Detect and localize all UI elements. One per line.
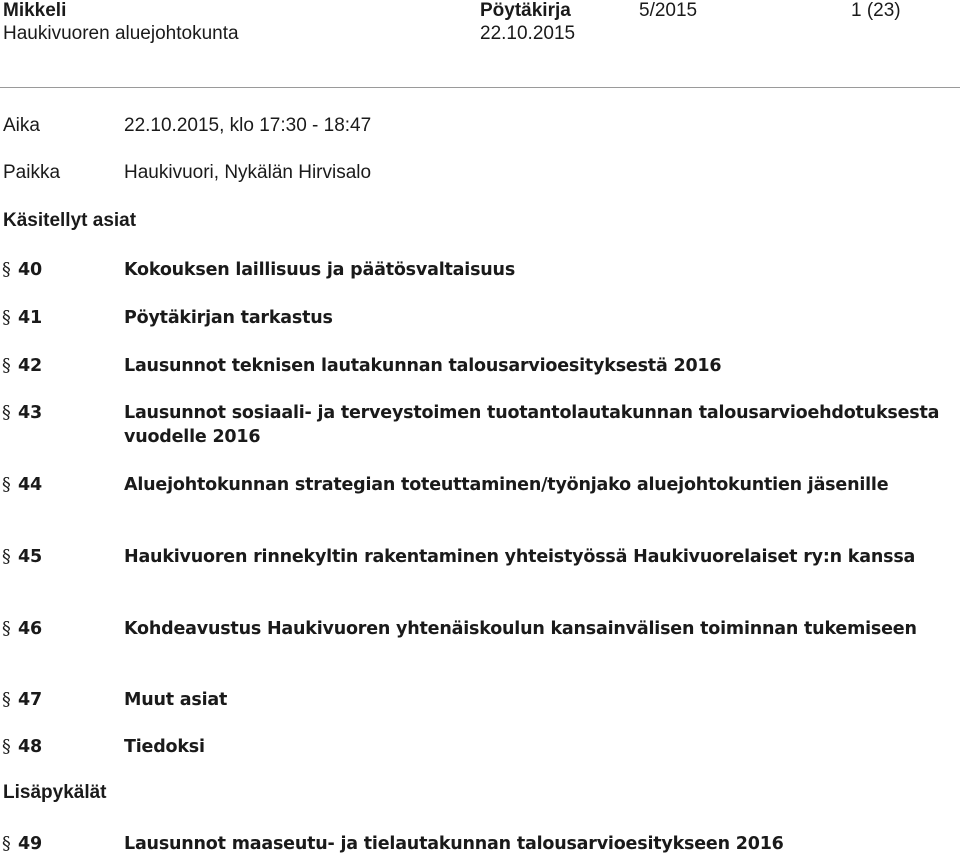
paragraph-symbol: §	[2, 619, 11, 639]
doc-number: 5/2015	[639, 0, 698, 21]
paragraph-symbol: §	[2, 690, 11, 710]
handled-items-title: Käsitellyt asiat	[3, 210, 137, 231]
agenda-item-title: Tiedoksi	[124, 737, 205, 757]
agenda-item-title: Aluejohtokunnan strategian toteuttaminen/työnjako aluejohtokuntien jäsenille	[124, 475, 889, 495]
agenda-item-title: Kokouksen laillisuus ja päätösvaltaisuus	[124, 260, 516, 280]
paragraph-symbol: §	[2, 403, 11, 423]
paragraph-symbol: §	[2, 308, 11, 328]
body-name: Haukivuoren aluejohtokunta	[3, 23, 239, 44]
agenda-item-title: Lausunnot teknisen lautakunnan talousarvioesityksestä 2016	[124, 356, 722, 376]
document-header	[0, 0, 960, 50]
time-label: Aika	[3, 115, 40, 136]
place-value: Haukivuori, Nykälän Hirvisalo	[124, 162, 372, 183]
agenda-item-title: Lausunnot maaseutu- ja tielautakunnan talousarvioesitykseen 2016	[124, 834, 784, 854]
agenda-item-number: 45	[18, 547, 42, 567]
header-divider	[0, 87, 960, 88]
paragraph-symbol: §	[2, 356, 11, 376]
agenda-item-title: Kohdeavustus Haukivuoren yhtenäiskoulun kansainvälisen toiminnan tukemiseen	[124, 619, 917, 639]
paragraph-symbol: §	[2, 260, 11, 280]
paragraph-symbol: §	[2, 475, 11, 495]
page-number: 1 (23)	[851, 0, 901, 21]
agenda-item-number: 47	[18, 690, 42, 710]
agenda-item-number: 41	[18, 308, 42, 328]
paragraph-symbol: §	[2, 737, 11, 757]
paragraph-symbol: §	[2, 547, 11, 567]
agenda-item-title: Muut asiat	[124, 690, 228, 710]
agenda-item-title: Haukivuoren rinnekyltin rakentaminen yhteistyössä Haukivuorelaiset ry:n kanssa	[124, 547, 916, 567]
agenda-item-title: Lausunnot sosiaali- ja terveystoimen tuotantolautakunnan talousarvioehdotuksesta vuodelle 2016	[124, 403, 940, 447]
paragraph-symbol: §	[2, 834, 11, 854]
agenda-item-number: 44	[18, 475, 42, 495]
city-name: Mikkeli	[3, 0, 67, 21]
agenda-item-number: 43	[18, 403, 42, 423]
agenda-item-number: 46	[18, 619, 42, 639]
doc-type: Pöytäkirja	[480, 0, 571, 21]
agenda-item-number: 48	[18, 737, 42, 757]
attachments-title: Lisäpykälät	[3, 782, 107, 803]
agenda-item-number: 49	[18, 834, 42, 854]
place-label: Paikka	[3, 162, 61, 183]
agenda-item-title: Pöytäkirjan tarkastus	[124, 308, 333, 328]
time-value: 22.10.2015, klo 17:30 - 18:47	[124, 115, 372, 136]
agenda-item-number: 40	[18, 260, 42, 280]
doc-date: 22.10.2015	[480, 23, 576, 44]
agenda-item-number: 42	[18, 356, 42, 376]
